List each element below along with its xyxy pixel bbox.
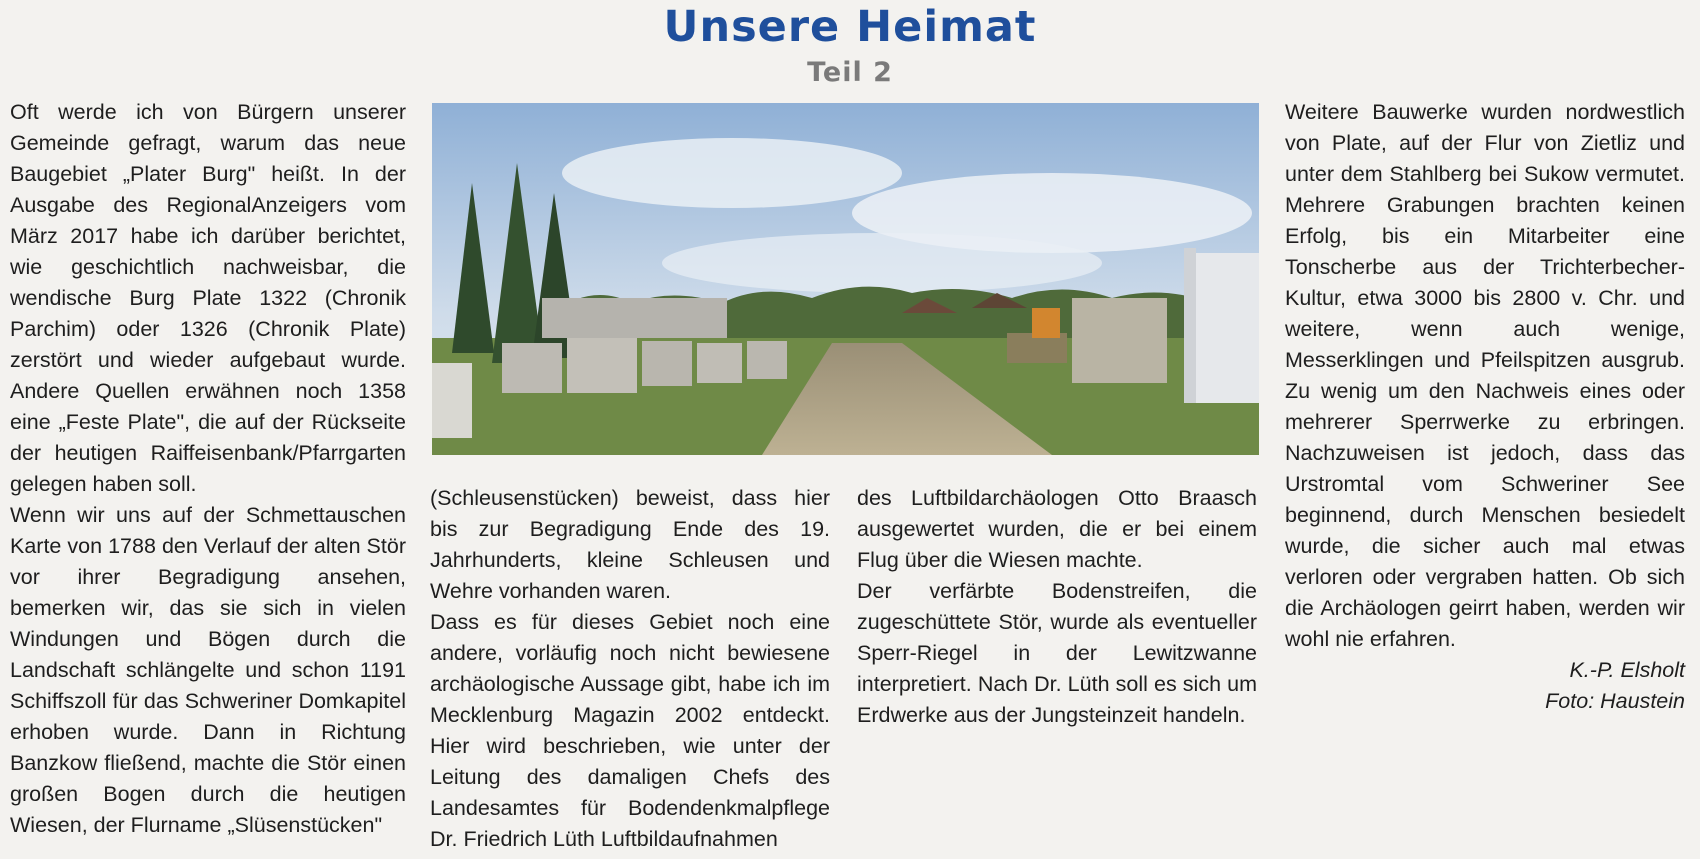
text-column-3	[857, 483, 1257, 731]
photo-illustration	[432, 103, 1259, 455]
text-column-1	[10, 97, 406, 841]
paragraph: Oft werde ich von Bürgern unserer Gemeinde gefragt, warum das neue Baugebiet „Plater Burg" heißt. In der Ausgabe des RegionalAnzeigers vom März 2017 habe ich darüber berichtet, wie geschichtlich nachweisbar, die wendische Burg Plate 1322 (Chronik Parchim) oder 1326 (Chronik Plate) zerstört und wieder aufgebaut wurde. Andere Quellen erwähnen noch 1358 eine „Feste Plate", die auf der Rückseite der heutigen Raiffeisenbank/Pfarrgarten gelegen haben soll.	[10, 100, 406, 496]
paragraph: Dass es für dieses Gebiet noch eine andere, vorläufig noch nicht bewiesene archäologische Aussage gibt, habe ich im Mecklenburg Magazin 2002 entdeckt. Hier wird beschrieben, wie unter der Leitung des damaligen Chefs des Landesamtes für Bodendenkmalpflege Dr. Friedrich Lüth Luftbildaufnahmen	[430, 610, 830, 851]
paragraph: (Schleusenstücken) beweist, dass hier bis zur Begradigung Ende des 19. Jahrhunderts, kleine Schleusen und Wehre vorhanden waren.	[430, 486, 830, 603]
text-column-2	[430, 483, 830, 855]
article-subtitle: Teil 2	[807, 57, 893, 88]
paragraph: Wenn wir uns auf der Schmettauschen Karte von 1788 den Verlauf der alten Stör vor ihrer Begradigung ansehen, bemerken wir, das sie sich in vielen Windungen und Bögen durch die Landschaft schlängelte und schon 1191 Schiffszoll für das Schweriner Domkapitel erhoben wurde. Dann in Richtung Banzkow fließend, machte die Stör einen großen Bogen durch die heutigen Wiesen, der Flurname „Slüsenstücken"	[10, 503, 406, 837]
paragraph: des Luftbildarchäologen Otto Braasch ausgewertet wurden, die er bei einem Flug über die Wiesen machte.	[857, 486, 1257, 572]
construction-site-photo	[432, 103, 1259, 455]
article-title: Unsere Heimat	[663, 2, 1037, 52]
paragraph: Der verfärbte Bodenstreifen, die zugeschüttete Stör, wurde als eventueller Sperr-Riegel in der Lewitzwanne interpretiert. Nach Dr. Lüth soll es sich um Erdwerke aus der Jungsteinzeit handeln.	[857, 579, 1257, 727]
author-signature: K.-P. Elsholt	[1569, 658, 1685, 682]
paragraph: Weitere Bauwerke wurden nordwestlich von Plate, auf der Flur von Zietliz und unter dem Stahlberg bei Sukow vermutet. Mehrere Grabungen brachten keinen Erfolg, bis ein Mitarbeiter eine Tonscherbe aus der Trichterbecher-Kultur, etwa 3000 bis 2800 v. Chr. und weitere, wenn auch wenige, Messerklingen und Pfeilspitzen ausgrub. Zu wenig um den Nachweis eines oder mehrerer Sperrwerke zu erbringen. Nachzuweisen ist jedoch, dass das Urstromtal vom Schweriner See beginnend, durch Menschen besiedelt wurde, die sicher auch mal etwas verloren oder vergraben hatten. Ob sich die Archäologen geirrt haben, werden wir wohl nie erfahren.	[1285, 100, 1685, 651]
photo-credit: Foto: Haustein	[1545, 689, 1685, 713]
text-column-4	[1285, 97, 1685, 717]
